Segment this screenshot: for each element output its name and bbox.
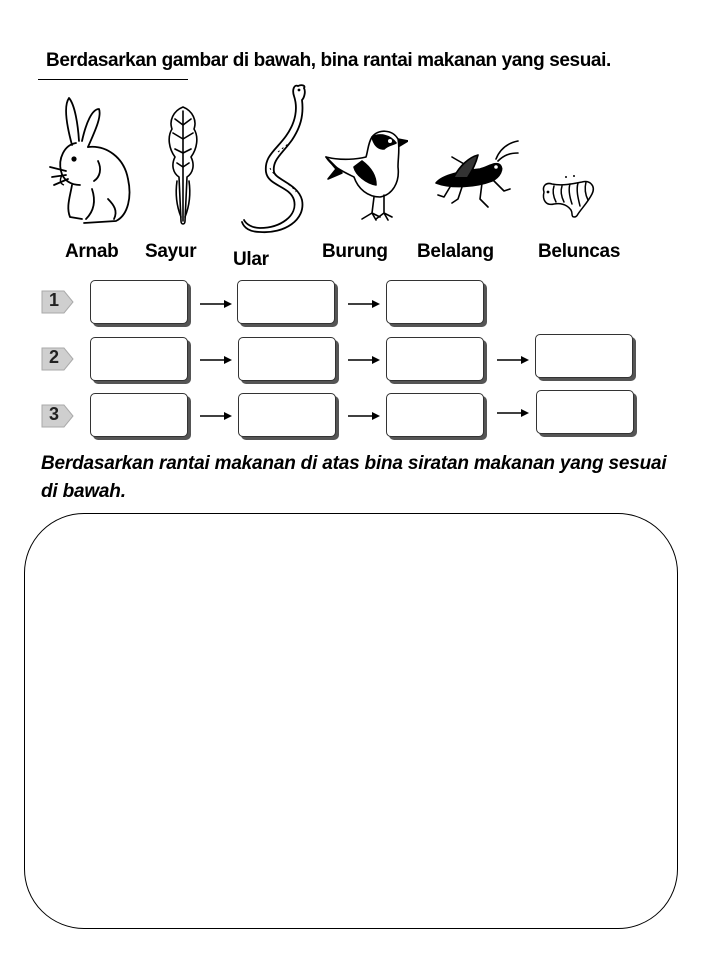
chain-3-box-1[interactable] bbox=[90, 393, 188, 437]
food-web-instruction: Berdasarkan rantai makanan di atas bina siratan makanan yang sesuai di bawah. bbox=[41, 453, 667, 502]
chain-3-box-3[interactable] bbox=[386, 393, 484, 437]
chain-2-box-2[interactable] bbox=[238, 337, 336, 381]
chain-3-arrow-1 bbox=[200, 411, 234, 421]
label-beluncas: Beluncas bbox=[538, 241, 621, 262]
chain-1-arrow-2 bbox=[348, 299, 382, 309]
chain-2-arrow-3 bbox=[497, 355, 531, 365]
chain-2-number-marker bbox=[40, 346, 74, 372]
label-sayur: Sayur bbox=[145, 241, 197, 262]
bird-icon bbox=[322, 123, 408, 223]
caterpillar-icon bbox=[538, 172, 598, 224]
chain-3-number: 3 bbox=[49, 404, 60, 424]
label-arnab: Arnab bbox=[65, 241, 119, 262]
chain-2-arrow-1 bbox=[200, 355, 234, 365]
title-underline bbox=[38, 79, 188, 80]
chain-1-box-2[interactable] bbox=[237, 280, 335, 324]
food-web-answer-area[interactable] bbox=[24, 513, 678, 929]
snake-icon bbox=[240, 82, 312, 234]
chain-2-box-3[interactable] bbox=[386, 337, 484, 381]
chain-3-box-4[interactable] bbox=[536, 390, 634, 434]
chain-1-number-marker bbox=[40, 289, 74, 315]
chain-2-box-4[interactable] bbox=[535, 334, 633, 378]
chain-1-box-1[interactable] bbox=[90, 280, 188, 324]
chain-3-arrow-3 bbox=[497, 408, 531, 418]
chain-3-arrow-2 bbox=[348, 411, 382, 421]
label-belalang: Belalang bbox=[417, 241, 494, 262]
chain-1-number: 1 bbox=[49, 290, 60, 310]
chain-2-number: 2 bbox=[49, 347, 60, 367]
grasshopper-icon bbox=[432, 137, 522, 217]
chain-1-arrow-1 bbox=[200, 299, 234, 309]
chain-2-arrow-2 bbox=[348, 355, 382, 365]
chain-1-box-3[interactable] bbox=[386, 280, 484, 324]
rabbit-icon bbox=[48, 95, 138, 227]
vegetable-icon bbox=[163, 103, 203, 227]
worksheet-title: Berdasarkan gambar di bawah, bina rantai makanan yang sesuai. bbox=[46, 50, 611, 71]
label-burung: Burung bbox=[322, 241, 388, 262]
chain-3-box-2[interactable] bbox=[238, 393, 336, 437]
chain-2-box-1[interactable] bbox=[90, 337, 188, 381]
label-ular: Ular bbox=[233, 249, 269, 270]
chain-3-number-marker bbox=[40, 403, 74, 429]
